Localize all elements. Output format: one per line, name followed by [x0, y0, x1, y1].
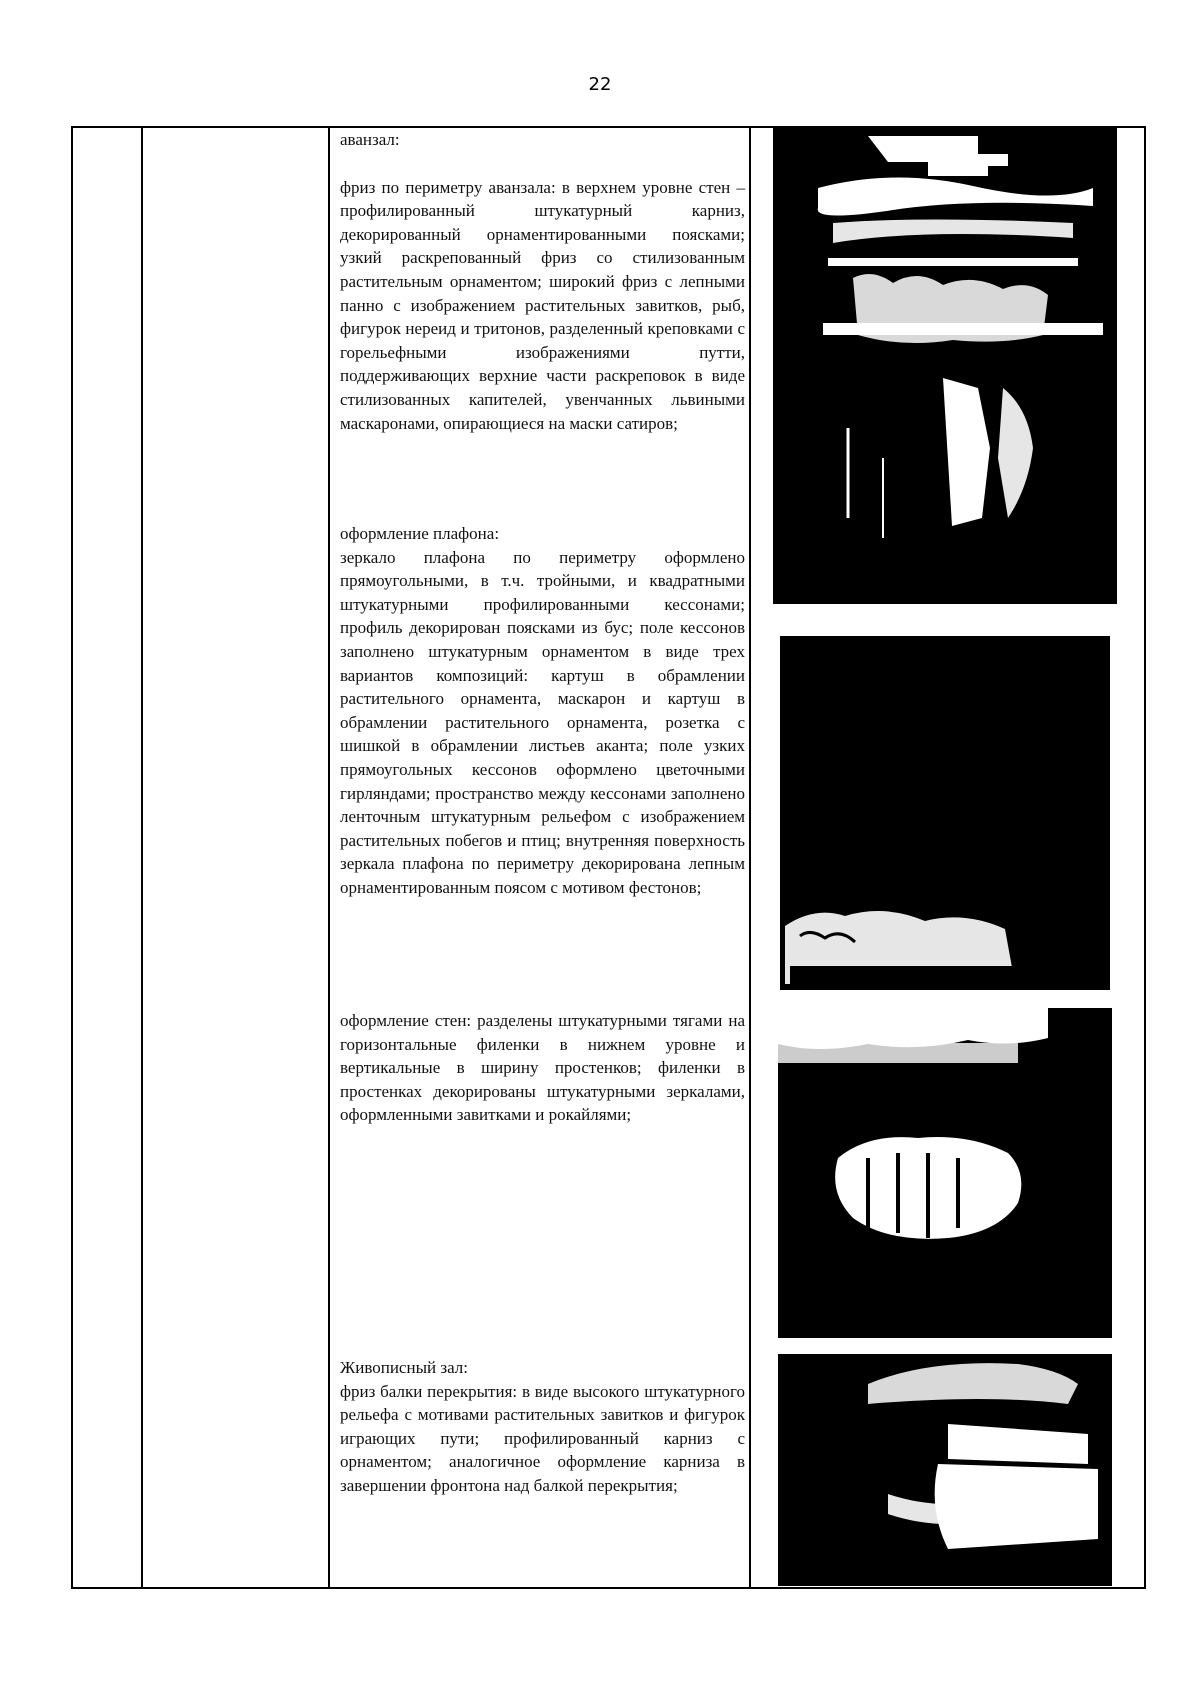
section-paragraph: фриз балки перекрытия: в виде высокого штукатурного рельефа с мотивами растительных завитков и фигурок играющих пути; профилированный карниз с орнаментом; аналогичное оформление карниза в завершении фронтона над балкой перекрытия;: [340, 1381, 745, 1495]
section-heading: Живописный зал:: [340, 1358, 468, 1377]
section-painting-hall: [340, 1356, 745, 1498]
column-divider-1: [141, 126, 143, 1589]
section-avanzal: [340, 128, 745, 435]
column-divider-3: [749, 126, 751, 1589]
page-number: 22: [588, 74, 612, 95]
section-plafond: [340, 522, 745, 900]
section-heading: аванзал:: [340, 130, 400, 149]
painting-hall-beam-photo: [778, 1354, 1112, 1586]
section-paragraph: зеркало плафона по периметру оформлено прямоугольными, в т.ч. тройными, и квадратными штукатурными профилированными кессонами; профиль декорирован поясками из бус; поле кессонов заполнено штукатурным орнаментом в виде трех вариантов композиций: картуш в обрамлении растительного орнамента, маскарон и картуш в обрамлении растительного орнамента, розетка с шишкой в обрамлении листьев аканта; поле узких прямоугольных кессонов оформлено цветочными гирляндами; пространство между кессонами заполнено ленточным штукатурным рельефом с изображением растительных побегов и птиц; внутренняя поверхность зеркала плафона по периметру декорирована лепным орнаментированным поясом с мотивом фестонов;: [340, 547, 745, 897]
section-walls: [340, 1009, 745, 1127]
column-divider-2: [328, 126, 330, 1589]
section-heading: оформление плафона:: [340, 524, 500, 543]
walls-photo: [778, 1008, 1112, 1338]
section-paragraph: фриз по периметру аванзала: в верхнем уровне стен – профилированный штукатурный карниз, декорированный орнаментированными поясками; узкий раскрепованный фриз со стилизованным растительным орнаментом; широкий фриз с лепными панно с изображением растительных завитков, рыб, фигурок нереид и тритонов, разделенный креповками с горельефными изображениями путти, поддерживающих верхние части раскреповок в виде стилизованных капителей, увенчанных львиными маскаронами, опирающиеся на маски сатиров;: [340, 177, 745, 433]
avanzal-frieze-photo: [773, 128, 1117, 604]
plafond-photo: [780, 636, 1110, 990]
section-paragraph: оформление стен: разделены штукатурными тягами на горизонтальные филенки в нижнем уровне и вертикальные в ширину простенков; филенки в простенках декорированы штукатурными зеркалами, оформленными завитками и рокайлями;: [340, 1011, 745, 1125]
